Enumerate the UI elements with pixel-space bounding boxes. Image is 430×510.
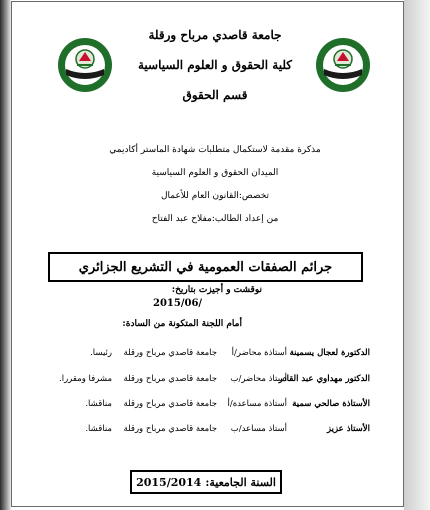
- specialty-line: تخصص:القانون العام للأعمال: [160, 191, 270, 201]
- field-line: الميدان الحقوق و العلوم السياسية: [151, 168, 279, 178]
- jury-member-university: جامعة قاصدي مرباح ورقلة: [123, 424, 217, 434]
- jury-row: [0, 399, 430, 413]
- jury-row: [0, 374, 430, 388]
- thesis-title: جرائم الصفقات العمومية في التشريع الجزائري: [78, 259, 333, 275]
- jury-member-university: جامعة قاصدي مرباح ورقلة: [123, 374, 217, 384]
- jury-member-name: الأستاذة صالحي سمية: [292, 399, 370, 409]
- jury-row: [0, 348, 430, 362]
- university-name: جامعة قاصدي مرباح ورقلة: [148, 28, 282, 42]
- jury-member-rank: أستاذ محاضر/ب: [230, 374, 287, 384]
- jury-member-name: الدكتور مهداوي عبد القادر: [278, 374, 370, 384]
- jury-member-role: مناقشا.: [85, 399, 112, 409]
- jury-member-rank: أستاذة مساعدة/أ: [227, 399, 287, 409]
- academic-year-value: 2015/2014: [136, 475, 202, 489]
- department-name: قسم الحقوق: [182, 88, 248, 102]
- faculty-name: كلية الحقوق و العلوم السياسية: [137, 58, 293, 72]
- jury-member-role: رئيسا.: [90, 348, 112, 358]
- defense-date: 2015/06/: [153, 298, 203, 309]
- jury-member-university: جامعة قاصدي مرباح ورقلة: [123, 399, 217, 409]
- jury-member-role: مناقشا.: [85, 424, 112, 434]
- jury-member-name: الأستاذ عزيز: [326, 424, 370, 434]
- thesis-purpose: مذكرة مقدمة لاستكمال متطلبات شهادة الماستر أكاديمي: [109, 145, 321, 155]
- jury-member-name: الدكتورة لعجال يسمينة: [289, 348, 370, 358]
- academic-year-box: [130, 470, 282, 494]
- student-line: من إعداد الطالب:مفلاح عبد الفتاح: [151, 214, 279, 224]
- jury-member-rank: أستاذة محاضر/أ: [231, 348, 287, 358]
- jury-member-university: جامعة قاصدي مرباح ورقلة: [123, 348, 217, 358]
- jury-row: [0, 424, 430, 438]
- jury-member-rank: أستاذ مساعد/ب: [230, 424, 287, 434]
- jury-member-role: مشرفا ومقررا.: [59, 374, 112, 384]
- thesis-title-box: [48, 252, 363, 282]
- academic-year-label: السنة الجامعية:: [205, 475, 276, 489]
- defense-label: نوقشت و أجيزت بتاريخ:: [171, 285, 262, 295]
- jury-intro: أمام اللجنة المتكونة من السادة:: [122, 319, 242, 329]
